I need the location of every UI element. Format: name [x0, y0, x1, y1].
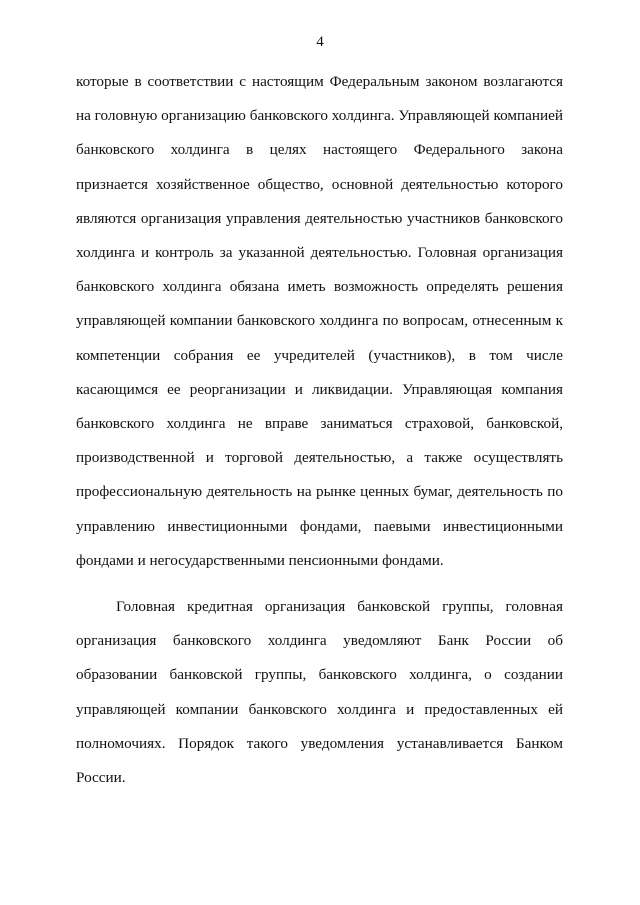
document-body — [76, 65, 563, 795]
paragraph-notification: Головная кредитная организация банковской группы, головная организация банковского холдинга уведомляют Банк России об образовании банковской группы, банковского холдинга, о создании управляющей компании банковского холдинга и предоставленных ей полномочиях. Порядок такого уведомления устанавливается Банком России. — [76, 598, 563, 787]
paragraph-continuation: которые в соответствии с настоящим Федеральным законом возлагаются на головную организацию банковского холдинга. Управляющей компанией банковского холдинга в целях настоящего Федерального закона признается хозяйственное общество, основной деятельностью которого являются организация управления деятельностью участников банковского холдинга и контроль за указанной деятельностью. Головная организация банковского холдинга обязана иметь возможность определять решения управляющей компании банковского холдинга по вопросам, отнесенным к компетенции собрания ее учредителей (участников), в том числе касающимся ее реорганизации и ликвидации. Управляющая компания банковского холдинга не вправе заниматься страховой, банковской, производственной и торговой деятельностью, а также осуществлять профессиональную деятельность на рынке ценных бумаг, деятельность по управлению инвестиционными фондами, паевыми инвестиционными фондами и негосударственными пенсионными фондами. — [76, 73, 563, 569]
page-number: 4 — [316, 34, 324, 50]
